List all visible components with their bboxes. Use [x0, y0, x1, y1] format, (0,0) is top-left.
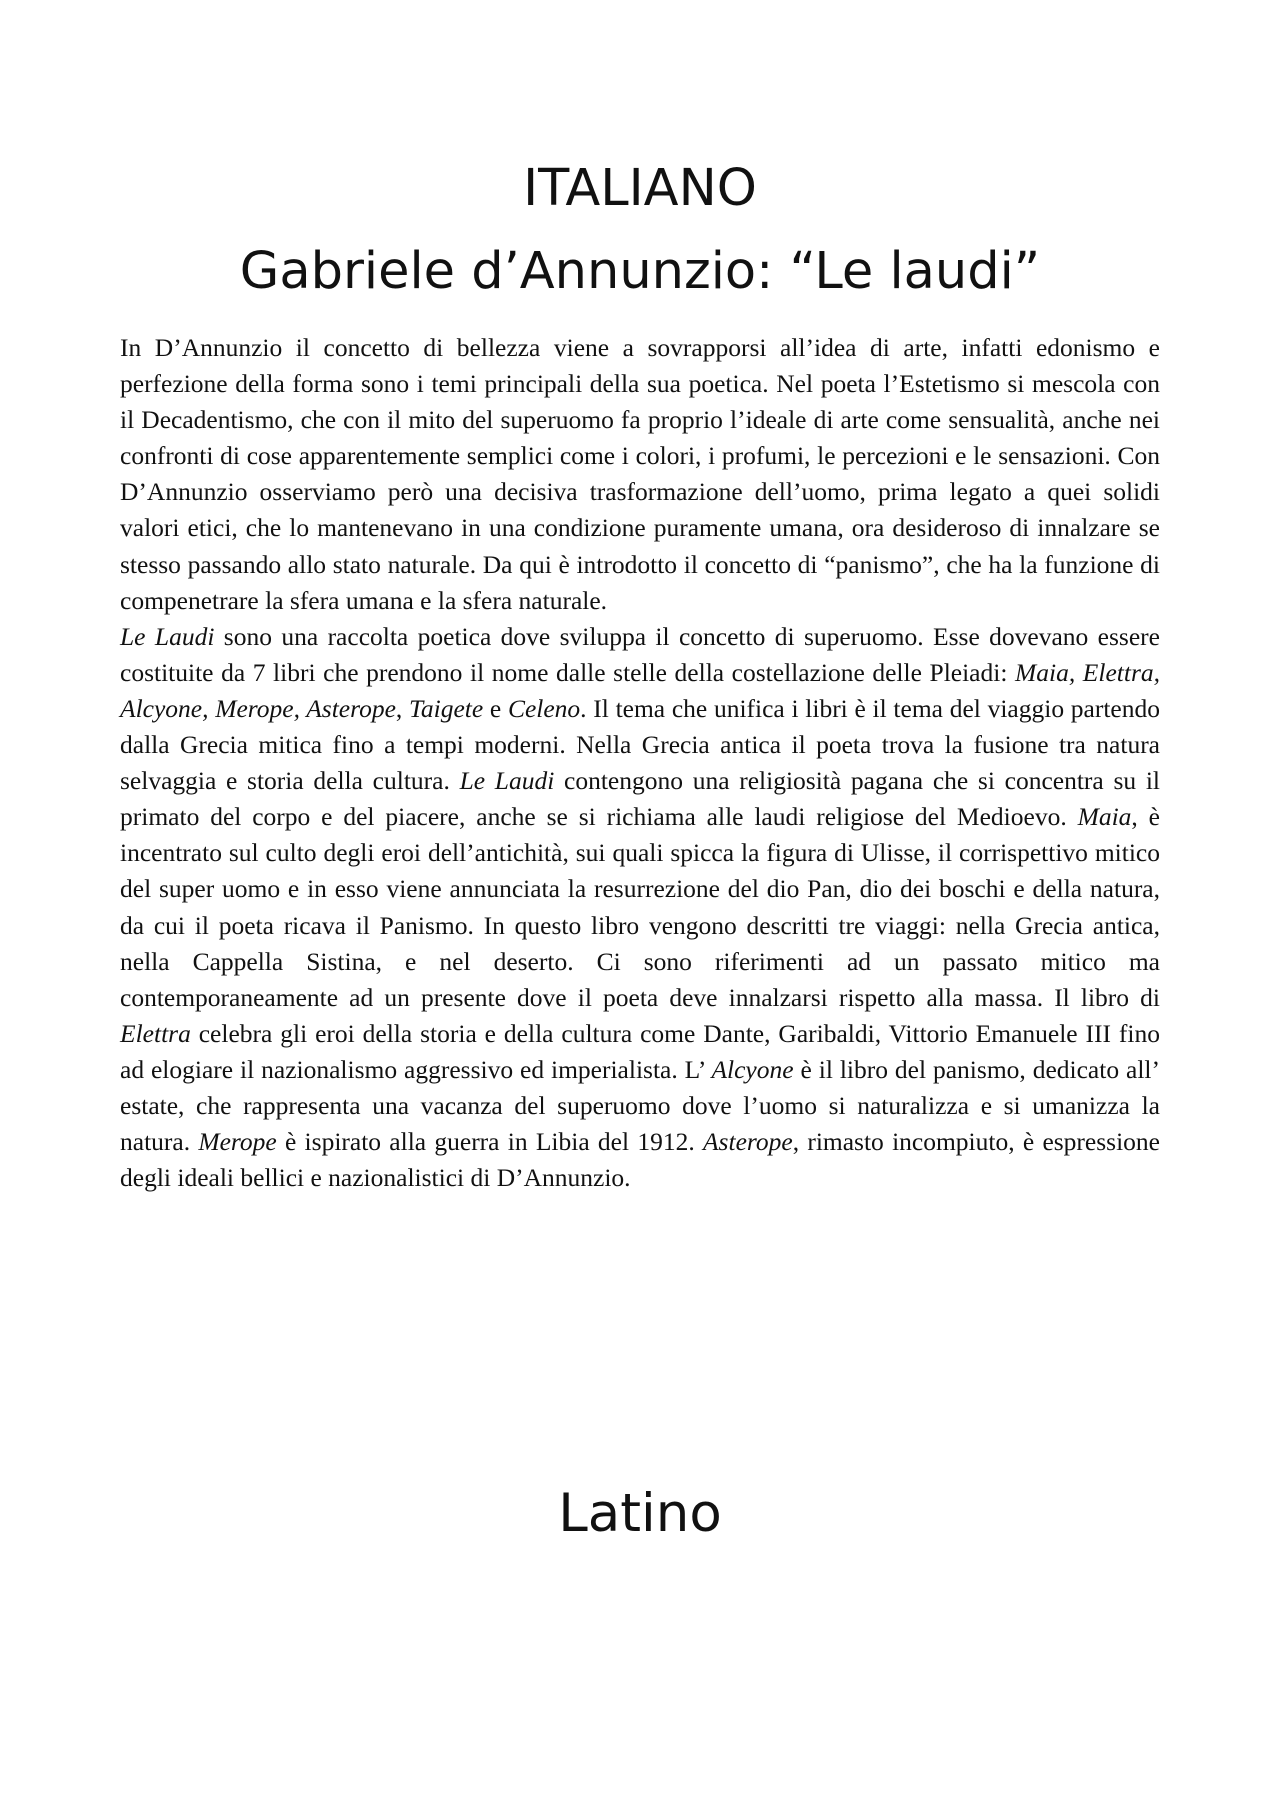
paragraph-2: [120, 619, 1160, 1197]
italic-title: Le Laudi: [120, 621, 215, 651]
subject-heading: ITALIANO: [523, 159, 757, 218]
paragraph-1: In D’Annunzio il concetto di bellezza viene a sovrapporsi all’idea di arte, infatti edonismo e perfezione della forma sono i temi principali della sua poetica. Nel poeta l’Estetismo si mescola con il Decadentismo, che con il mito del superuomo fa proprio l’ideale di arte come sensualità, anche nei confronti di cose apparentemente semplici come i colori, i profumi, le percezioni e le sensazioni. Con D’Annunzio osserviamo però una decisiva trasformazione dell’uomo, prima legato a quei solidi valori etici, che lo mantenevano in una condizione puramente umana, ora desideroso di innalzare se stesso passando allo stato naturale. Da qui è introdotto il concetto di “panismo”, che ha la funzione di compenetrare la sfera umana e la sfera naturale.: [120, 333, 1160, 615]
italic-title: Asterope: [702, 1127, 793, 1157]
text-run: contengono una religiosità pagana che si concentra su il primato del corpo e del piacere, anche se si richiama alle laudi religiose del Medioevo.: [120, 766, 1160, 832]
text-run: è ispirato alla guerra in Libia del 1912.: [276, 1127, 703, 1157]
italic-title: Maia: [1077, 802, 1132, 832]
italic-title: Le Laudi: [459, 766, 555, 796]
italic-title: Taigete: [409, 693, 484, 723]
italic-title: Celeno: [507, 693, 581, 723]
body-text: [120, 330, 1160, 1196]
italic-title: Maia, Elettra, Alcyone, Merope, Asterope: [120, 657, 1160, 723]
text-run: , rimasto incompiuto, è espressione degli ideali bellici e nazionalistici di D’Annunzio.: [120, 1127, 1160, 1193]
page-title: Gabriele d’Annunzio: “Le laudi”: [239, 242, 1041, 301]
text-run: è il libro del panismo, dedicato all’ estate, che rappresenta una vacanza del superuomo dove l’uomo si naturalizza e si umanizza la natura.: [120, 1054, 1160, 1157]
text-run: . Il tema che unifica i libri è il tema del viaggio partendo dalla Grecia mitica fino a tempi moderni. Nella Grecia antica il poeta trova la fusione tra natura selvaggia e storia della cultura.: [120, 693, 1160, 796]
italic-title: Merope: [198, 1127, 277, 1157]
text-run: e: [483, 693, 508, 723]
italic-title: Alcyone: [711, 1054, 794, 1084]
italic-title: Elettra: [120, 1018, 191, 1048]
text-run: celebra gli eroi della storia e della cultura come Dante, Garibaldi, Vittorio Emanuele III fino ad elogiare il nazionalismo aggressivo ed imperialista. L’: [120, 1018, 1160, 1084]
text-run: , è incentrato sul culto degli eroi dell’antichità, sui quali spicca la figura di Ulisse, il corrispettivo mitico del super uomo e in esso viene annunciata la resurrezione del dio Pan, dio dei boschi e della natura, da cui il poeta ricava il Panismo. In questo libro vengono descritti tre viaggi: nella Grecia antica, nella Cappella Sistina, e nel deserto. Ci sono riferimenti ad un passato mitico ma contemporaneamente ad un presente dove il poeta deve innalzarsi rispetto alla massa. Il libro di: [120, 802, 1160, 1012]
text-run: sono una raccolta poetica dove sviluppa il concetto di superuomo. Esse dovevano essere costituite da 7 libri che prendono il nome dalle stelle della costellazione delle Pleiadi:: [120, 621, 1160, 687]
section-heading-latino: Latino: [558, 1483, 722, 1544]
text-run: ,: [395, 693, 410, 723]
